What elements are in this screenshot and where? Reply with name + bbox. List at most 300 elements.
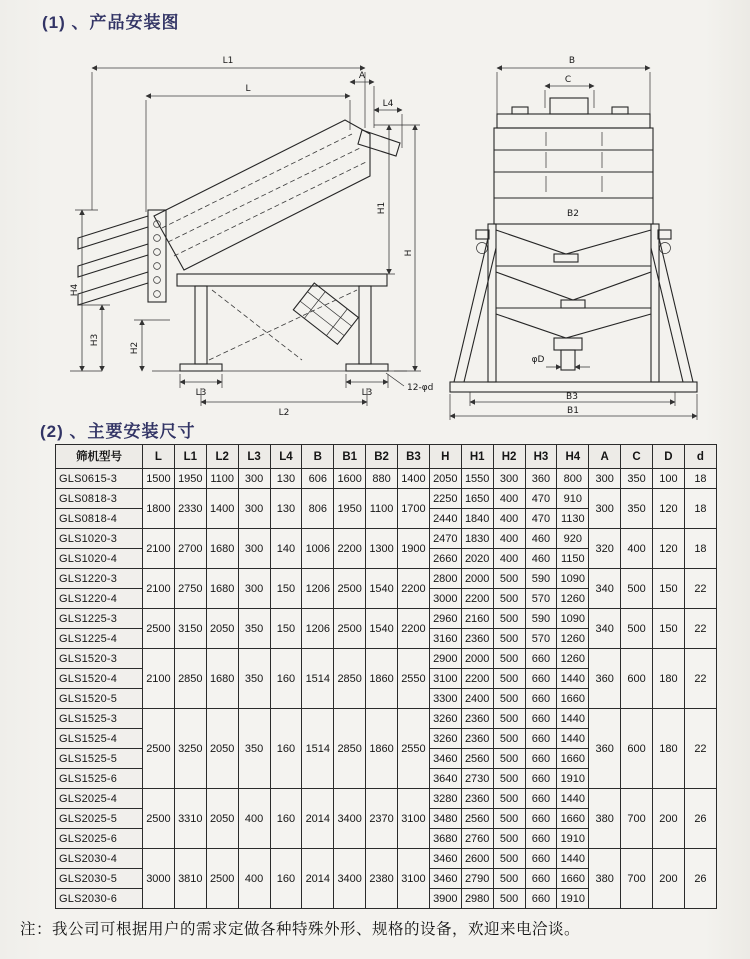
dim-cell: 570 [525,589,557,609]
dim-cell: 2900 [429,649,461,669]
dim-cell: 3100 [398,849,430,909]
model-cell: GLS2025-4 [56,789,143,809]
dim-cell: 2200 [334,529,366,569]
dim-cell: 150 [653,569,685,609]
dim-cell: 380 [589,849,621,909]
column-header: C [621,445,653,469]
dim-label-L3-right: L3 [361,388,373,398]
column-header: A [589,445,621,469]
column-header: B2 [366,445,398,469]
dim-cell: 1006 [302,529,334,569]
dim-cell: 1910 [557,829,589,849]
dim-cell: 660 [525,669,557,689]
dim-cell: 3400 [334,789,366,849]
dim-cell: 460 [525,549,557,569]
dim-cell: 1800 [143,489,175,529]
dim-cell: 3000 [429,589,461,609]
dim-cell: 660 [525,689,557,709]
dim-cell: 26 [684,849,716,909]
dim-cell: 1440 [557,789,589,809]
dim-cell: 360 [589,649,621,709]
dim-cell: 660 [525,869,557,889]
dim-label-D: φD [531,355,545,365]
dim-cell: 2500 [334,609,366,649]
dim-cell: 400 [238,789,270,849]
dim-cell: 660 [525,829,557,849]
dim-cell: 2700 [174,529,206,569]
dim-cell: 2560 [461,809,493,829]
model-cell: GLS2025-5 [56,809,143,829]
dim-cell: 2470 [429,529,461,549]
column-header: B3 [398,445,430,469]
dim-cell: 2800 [429,569,461,589]
dim-cell: 470 [525,509,557,529]
dim-cell: 500 [493,629,525,649]
dim-cell: 400 [493,529,525,549]
dim-cell: 3300 [429,689,461,709]
dim-cell: 3680 [429,829,461,849]
dim-cell: 1440 [557,729,589,749]
dim-cell: 660 [525,789,557,809]
dim-cell: 120 [653,489,685,529]
footnote: 注：我公司可根据用户的需求定做各种特殊外形、规格的设备，欢迎来电洽谈。 [20,921,581,938]
dim-cell: 2000 [461,649,493,669]
dim-cell: 3150 [174,609,206,649]
dim-cell: 22 [684,709,716,789]
column-header: L1 [174,445,206,469]
dim-cell: 2660 [429,549,461,569]
dim-cell: 500 [493,749,525,769]
dim-cell: 1910 [557,769,589,789]
dim-cell: 500 [493,589,525,609]
dim-cell: 180 [653,709,685,789]
column-header: 筛机型号 [56,445,143,469]
dim-cell: 22 [684,569,716,609]
dim-cell: 500 [493,889,525,909]
dim-cell: 1540 [366,609,398,649]
model-cell: GLS2030-5 [56,869,143,889]
dim-cell: 340 [589,569,621,609]
dim-cell: 2500 [334,569,366,609]
dim-cell: 500 [493,569,525,589]
front-view-diagram [442,52,737,424]
dim-cell: 2100 [143,569,175,609]
model-cell: GLS0615-3 [56,469,143,489]
dim-cell: 350 [238,649,270,709]
dim-cell: 1150 [557,549,589,569]
dim-cell: 500 [493,809,525,829]
dim-cell: 2980 [461,889,493,909]
dim-label-H2: H2 [130,341,140,355]
dim-cell: 500 [493,709,525,729]
section2-title: (2) 、主要安装尺寸 [40,422,196,441]
dim-cell: 500 [493,849,525,869]
dim-cell: 500 [493,609,525,629]
dim-cell: 1600 [334,469,366,489]
dim-cell: 1840 [461,509,493,529]
dim-cell: 2960 [429,609,461,629]
dim-cell: 2760 [461,829,493,849]
column-header: L [143,445,175,469]
side-view-diagram [62,48,450,420]
dim-cell: 2400 [461,689,493,709]
dim-cell: 2560 [461,749,493,769]
model-cell: GLS1525-6 [56,769,143,789]
model-cell: GLS0818-4 [56,509,143,529]
dim-cell: 1830 [461,529,493,549]
dim-label-H: H [404,249,414,257]
dim-cell: 180 [653,649,685,709]
dim-cell: 350 [621,489,653,529]
dim-cell: 1400 [206,489,238,529]
model-cell: GLS1220-3 [56,569,143,589]
dim-cell: 1260 [557,649,589,669]
dim-cell: 500 [493,869,525,889]
dim-cell: 3900 [429,889,461,909]
dim-cell: 2380 [366,849,398,909]
column-header: L2 [206,445,238,469]
model-cell: GLS0818-3 [56,489,143,509]
dim-cell: 590 [525,609,557,629]
model-cell: GLS1020-3 [56,529,143,549]
dim-cell: 1440 [557,669,589,689]
dim-cell: 1500 [143,469,175,489]
dim-cell: 500 [493,729,525,749]
model-cell: GLS1520-5 [56,689,143,709]
dim-cell: 700 [621,849,653,909]
dim-cell: 660 [525,889,557,909]
column-header: B1 [334,445,366,469]
model-cell: GLS1020-4 [56,549,143,569]
dim-cell: 500 [493,829,525,849]
dim-cell: 3460 [429,869,461,889]
dim-cell: 2360 [461,629,493,649]
dim-cell: 1860 [366,709,398,789]
dim-cell: 3100 [429,669,461,689]
column-header: H4 [557,445,589,469]
dim-cell: 130 [270,469,302,489]
dim-cell: 400 [621,529,653,569]
dim-cell: 400 [493,489,525,509]
dim-cell: 2600 [461,849,493,869]
dim-cell: 1860 [366,649,398,709]
dim-label-H4: H4 [70,283,80,297]
dim-cell: 300 [238,469,270,489]
dim-cell: 130 [270,489,302,529]
dim-cell: 660 [525,769,557,789]
model-cell: GLS1225-3 [56,609,143,629]
table-row [56,709,717,729]
dim-cell: 880 [366,469,398,489]
dim-cell: 800 [557,469,589,489]
table-row [56,529,717,549]
dim-cell: 2550 [398,649,430,709]
dim-cell: 1514 [302,709,334,789]
dim-cell: 2050 [429,469,461,489]
model-cell: GLS2030-6 [56,889,143,909]
dim-cell: 500 [493,649,525,669]
table-row [56,789,717,809]
dim-cell: 1950 [334,489,366,529]
dim-cell: 120 [653,529,685,569]
dim-cell: 3460 [429,849,461,869]
dim-cell: 606 [302,469,334,489]
dim-cell: 2020 [461,549,493,569]
dim-cell: 660 [525,649,557,669]
column-header: H3 [525,445,557,469]
dim-cell: 2330 [174,489,206,529]
dim-cell: 3250 [174,709,206,789]
column-header: H1 [461,445,493,469]
dim-label-L1: L1 [222,56,234,66]
dim-cell: 2100 [143,529,175,569]
dim-cell: 22 [684,649,716,709]
dim-label-L3-left: L3 [195,388,207,398]
table-row [56,489,717,509]
dim-cell: 3400 [334,849,366,909]
dim-cell: 806 [302,489,334,529]
model-cell: GLS1525-3 [56,709,143,729]
dim-cell: 2550 [398,709,430,789]
dim-cell: 3480 [429,809,461,829]
dimensions-table [55,444,717,909]
dim-cell: 600 [621,709,653,789]
dim-cell: 2370 [366,789,398,849]
dim-cell: 2500 [143,789,175,849]
dim-cell: 360 [589,709,621,789]
dim-cell: 380 [589,789,621,849]
dim-cell: 500 [621,609,653,649]
dim-cell: 500 [493,669,525,689]
dim-cell: 1540 [366,569,398,609]
dim-cell: 2160 [461,609,493,629]
dim-label-A: A [358,71,366,81]
dim-cell: 160 [270,709,302,789]
dim-cell: 18 [684,489,716,529]
table-row [56,609,717,629]
dim-cell: 460 [525,529,557,549]
dim-cell: 1100 [206,469,238,489]
dim-cell: 2500 [143,609,175,649]
dim-label-B2: B2 [567,209,579,219]
dim-cell: 2500 [143,709,175,789]
dim-label-C: C [564,75,572,85]
dim-cell: 400 [493,549,525,569]
dim-label-H1: H1 [377,201,387,215]
table-header-row [56,445,717,469]
dim-label-B: B [568,56,576,66]
dim-cell: 200 [653,849,685,909]
dim-cell: 300 [238,569,270,609]
dim-cell: 2050 [206,709,238,789]
dim-cell: 18 [684,529,716,569]
dim-cell: 18 [684,469,716,489]
dim-cell: 1660 [557,749,589,769]
dim-label-H3: H3 [90,333,100,347]
column-header: H [429,445,461,469]
dim-cell: 920 [557,529,589,549]
dim-cell: 3000 [143,849,175,909]
model-cell: GLS1520-4 [56,669,143,689]
dim-cell: 3280 [429,789,461,809]
dim-cell: 2850 [334,649,366,709]
dim-cell: 2050 [206,789,238,849]
dim-cell: 350 [238,609,270,649]
dim-cell: 2250 [429,489,461,509]
dim-cell: 660 [525,749,557,769]
column-header: d [684,445,716,469]
dim-cell: 500 [493,769,525,789]
table-row [56,569,717,589]
section1-title: (1) 、产品安装图 [42,13,180,32]
dim-cell: 1550 [461,469,493,489]
dim-cell: 1910 [557,889,589,909]
dim-cell: 300 [493,469,525,489]
dim-cell: 2000 [461,569,493,589]
dim-cell: 2360 [461,729,493,749]
dim-cell: 1660 [557,869,589,889]
dim-cell: 320 [589,529,621,569]
dim-cell: 660 [525,709,557,729]
dim-cell: 300 [238,529,270,569]
dim-cell: 360 [525,469,557,489]
dim-cell: 3310 [174,789,206,849]
dim-cell: 2790 [461,869,493,889]
dim-cell: 2360 [461,789,493,809]
dim-cell: 660 [525,809,557,829]
dim-cell: 1680 [206,649,238,709]
column-header: D [653,445,685,469]
model-cell: GLS1225-4 [56,629,143,649]
dim-cell: 150 [270,609,302,649]
dim-cell: 1900 [398,529,430,569]
dim-cell: 1300 [366,529,398,569]
dim-cell: 1090 [557,569,589,589]
dim-cell: 2850 [174,649,206,709]
dim-cell: 2500 [206,849,238,909]
dim-cell: 1260 [557,629,589,649]
dim-cell: 2050 [206,609,238,649]
dim-cell: 2014 [302,789,334,849]
dim-label-L2: L2 [278,408,290,418]
dim-cell: 1660 [557,809,589,829]
dim-cell: 3810 [174,849,206,909]
dim-cell: 2440 [429,509,461,529]
dim-cell: 3160 [429,629,461,649]
dim-cell: 150 [653,609,685,649]
dim-cell: 340 [589,609,621,649]
dim-cell: 1400 [398,469,430,489]
dim-cell: 1260 [557,589,589,609]
dim-cell: 1100 [366,489,398,529]
model-cell: GLS2025-6 [56,829,143,849]
dim-cell: 500 [621,569,653,609]
dim-cell: 500 [493,789,525,809]
dim-cell: 2850 [334,709,366,789]
dim-cell: 500 [493,689,525,709]
table-row [56,849,717,869]
dim-label-L4: L4 [382,99,394,109]
dim-cell: 22 [684,609,716,649]
dim-cell: 1090 [557,609,589,629]
dim-cell: 590 [525,569,557,589]
dim-cell: 2200 [461,589,493,609]
dim-cell: 1650 [461,489,493,509]
dim-cell: 2730 [461,769,493,789]
dim-cell: 910 [557,489,589,509]
dim-cell: 140 [270,529,302,569]
column-header: B [302,445,334,469]
dim-cell: 470 [525,489,557,509]
dim-cell: 1206 [302,569,334,609]
model-cell: GLS2030-4 [56,849,143,869]
dim-cell: 570 [525,629,557,649]
dim-cell: 2200 [461,669,493,689]
dim-cell: 300 [589,469,621,489]
dim-cell: 1950 [174,469,206,489]
dim-cell: 3640 [429,769,461,789]
dim-cell: 2360 [461,709,493,729]
dim-cell: 660 [525,729,557,749]
dim-cell: 26 [684,789,716,849]
dim-label-bolt-note: 12-φd [407,383,434,393]
model-cell: GLS1520-3 [56,649,143,669]
dim-cell: 3260 [429,709,461,729]
dim-cell: 2100 [143,649,175,709]
dim-cell: 350 [238,709,270,789]
dim-cell: 350 [621,469,653,489]
dim-cell: 400 [493,509,525,529]
dim-cell: 1680 [206,529,238,569]
dim-cell: 300 [589,489,621,529]
dim-cell: 2014 [302,849,334,909]
column-header: L3 [238,445,270,469]
dim-cell: 300 [238,489,270,529]
model-cell: GLS1525-5 [56,749,143,769]
dim-cell: 1206 [302,609,334,649]
model-cell: GLS1525-4 [56,729,143,749]
model-cell: GLS1220-4 [56,589,143,609]
dim-label-B3: B3 [566,392,578,402]
dim-cell: 2200 [398,569,430,609]
dim-cell: 3100 [398,789,430,849]
column-header: H2 [493,445,525,469]
column-header: L4 [270,445,302,469]
dim-cell: 160 [270,649,302,709]
table-row [56,649,717,669]
dim-cell: 1700 [398,489,430,529]
dim-label-B1: B1 [567,406,579,416]
dim-cell: 3460 [429,749,461,769]
dim-cell: 400 [238,849,270,909]
dim-cell: 1660 [557,689,589,709]
dim-cell: 2200 [398,609,430,649]
dim-cell: 660 [525,849,557,869]
dim-cell: 700 [621,789,653,849]
dim-label-L: L [245,84,251,94]
dim-cell: 600 [621,649,653,709]
dim-cell: 160 [270,789,302,849]
dim-cell: 150 [270,569,302,609]
dim-cell: 3260 [429,729,461,749]
dim-cell: 200 [653,789,685,849]
dim-cell: 2750 [174,569,206,609]
dim-cell: 1130 [557,509,589,529]
dim-cell: 100 [653,469,685,489]
dim-cell: 1440 [557,709,589,729]
dim-cell: 1514 [302,649,334,709]
dim-cell: 1440 [557,849,589,869]
